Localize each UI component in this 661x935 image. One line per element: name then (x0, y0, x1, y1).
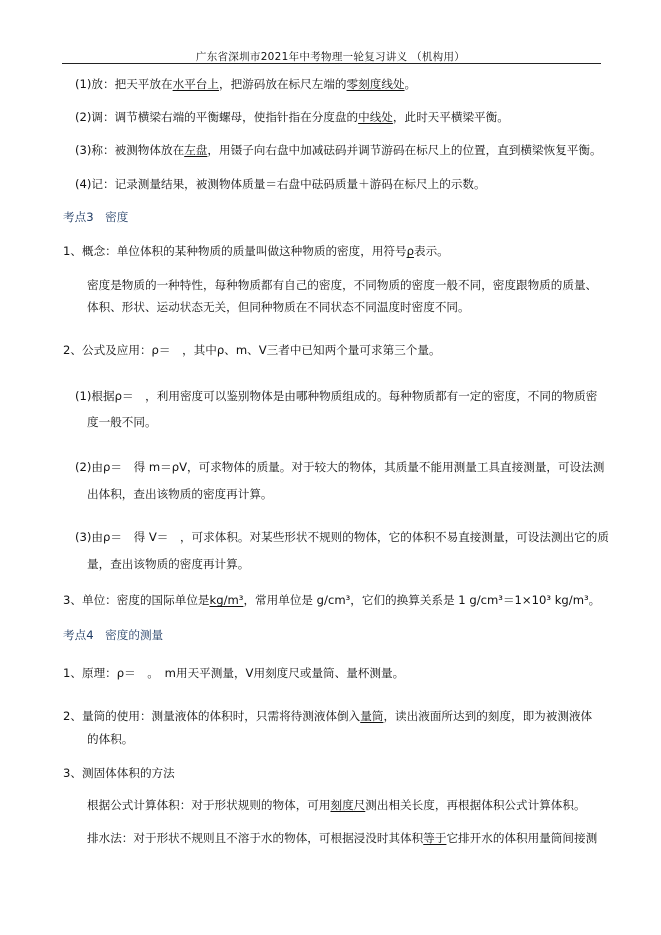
application-1b: 度一般不同。 (87, 415, 157, 429)
water-displacement: 排水法：对于形状不规则且不溶于水的物体，可根据浸没时其体积等于它排开水的体积用量筒间接测 (87, 831, 598, 845)
step-cheng: (3)称：被测物体放在左盘，用镊子向右盘中加减砝码并调节游码在标尺上的位置，直到横梁恢复平衡。 (75, 143, 602, 157)
density-units: 3、单位：密度的国际单位是kg/m³，常用单位是 g/cm³，它们的换算关系是 1 g/cm³＝1×10³ kg/m³。 (63, 593, 601, 607)
density-property-1: 密度是物质的一种特性，每种物质都有自己的密度，不同物质的密度一般不同，密度跟物质的质量、 (87, 278, 598, 292)
section-title-kp4: 考点4 密度的测量 (63, 628, 164, 642)
application-3b: 量，查出该物质的密度再计算。 (87, 557, 250, 571)
page-header: 广东省深圳市2021年中考物理一轮复习讲义 （机构用） (195, 51, 466, 63)
density-formula: 2、公式及应用：ρ＝ ，其中ρ、m、V三者中已知两个量可求第三个量。 (63, 343, 441, 357)
solid-volume-heading: 3、测固体体积的方法 (63, 766, 175, 780)
measure-principle: 1、原理：ρ＝ 。 m用天平测量，V用刻度尺或量筒、量杯测量。 (63, 666, 405, 680)
application-1a: (1)根据ρ＝ ，利用密度可以鉴别物体是由哪种物质组成的。每种物质都有一定的密度，不同的物质密 (75, 389, 598, 403)
step-fang: (1)放：把天平放在水平台上，把游码放在标尺左端的零刻度线处。 (75, 77, 417, 91)
application-2b: 出体积，查出该物质的密度再计算。 (87, 487, 273, 501)
cylinder-usage-2: 的体积。 (87, 732, 134, 746)
step-tiao: (2)调：调节横梁右端的平衡螺母，使指针指在分度盘的中线处，此时天平横梁平衡。 (75, 110, 509, 124)
step-ji: (4)记：记录测量结果，被测物体质量＝右盘中砝码质量＋游码在标尺上的示数。 (75, 177, 486, 191)
application-3a: (3)由ρ＝ 得 V＝ ，可求体积。对某些形状不规则的物体，它的体积不易直接测量，可设法测出它的质 (75, 530, 609, 544)
density-concept: 1、概念：单位体积的某种物质的质量叫做这种物质的密度，用符号ρ表示。 (63, 244, 449, 258)
application-2a: (2)由ρ＝ 得 m＝ρV，可求物体的质量。对于较大的物体，其质量不能用测量工具直接测量，可设法测 (75, 460, 605, 474)
header-rule (62, 63, 601, 64)
cylinder-usage-1: 2、量筒的使用：测量液体的体积时，只需将待测液体倒入量筒，读出液面所达到的刻度，即为被测液体 (63, 709, 593, 723)
formula-method: 根据公式计算体积：对于形状规则的物体，可用刻度尺测出相关长度，再根据体积公式计算体积。 (87, 798, 586, 812)
section-title-kp3: 考点3 密度 (63, 210, 129, 224)
density-property-2: 体积、形状、运动状态无关，但同种物质在不同状态不同温度时密度不同。 (87, 300, 470, 314)
